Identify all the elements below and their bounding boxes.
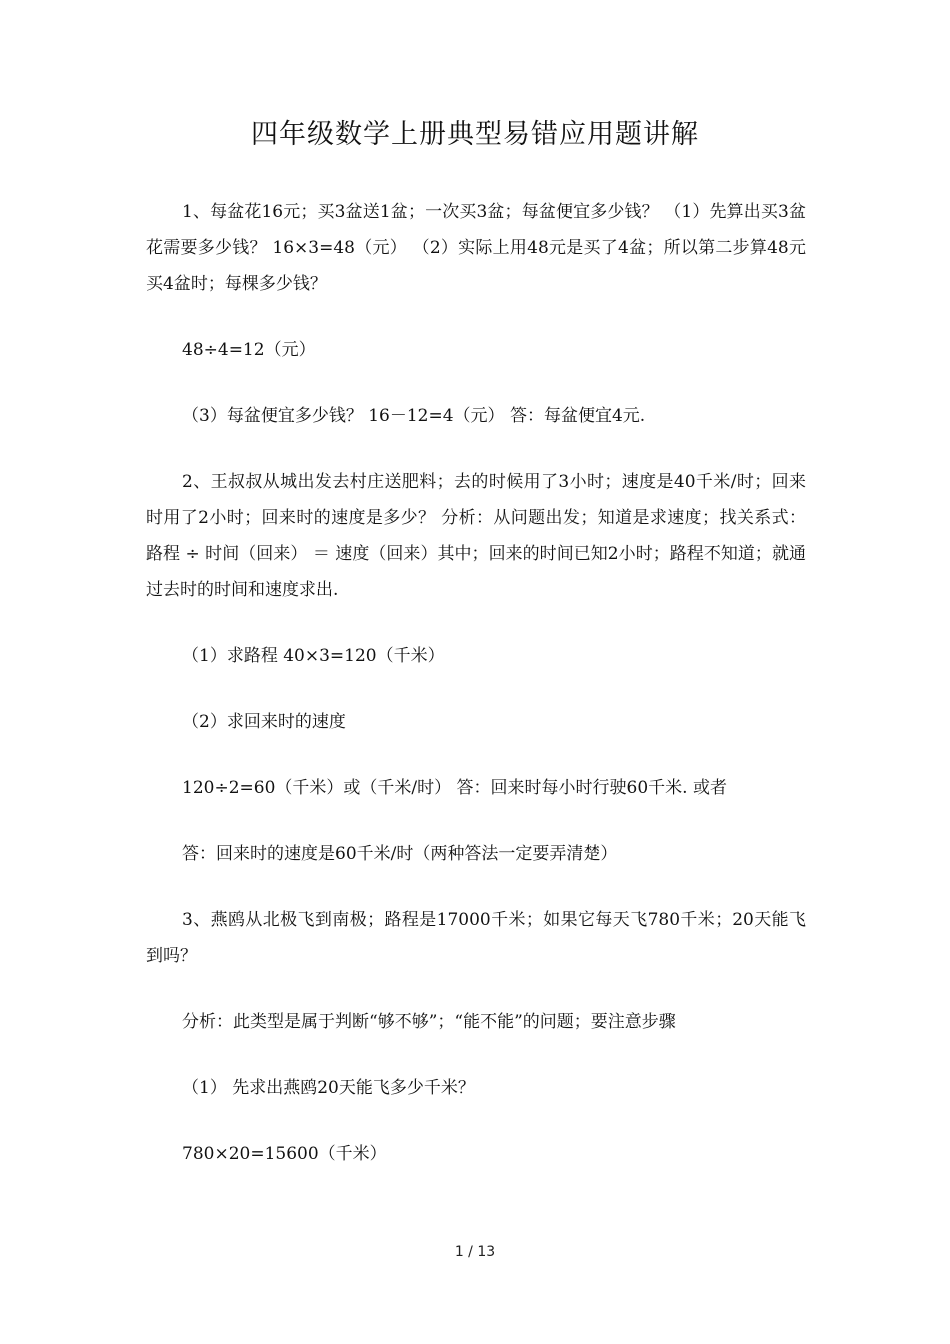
paragraph-gap (146, 872, 806, 902)
paragraph-4: 2、王叔叔从城出发去村庄送肥料；去的时候用了3小时；速度是40千米/时；回来时用了2小时；回来时的速度是多少？ 分析：从问题出发；知道是求速度；找关系式：路程 ÷ 时间（回来） ＝ 速度（回来）其中；回来的时间已知2小时；路程不知道；就通过去时的时间和速度求出. (146, 472, 806, 600)
paragraph-gap (146, 302, 806, 332)
page-number: 1 / 13 (454, 1244, 496, 1260)
document-body (146, 194, 806, 1172)
paragraph-10: 分析：此类型是属于判断“够不够”；“能不能”的问题；要注意步骤 (182, 1012, 676, 1032)
paragraph-gap (146, 674, 806, 704)
paragraph-gap (146, 740, 806, 770)
paragraph-gap (146, 368, 806, 398)
paragraph-5: （1）求路程 40×3=120（千米） (182, 646, 445, 666)
paragraph-8: 答：回来时的速度是60千米/时（两种答法一定要弄清楚） (182, 844, 618, 864)
paragraph-gap (146, 1106, 806, 1136)
paragraph-gap (146, 974, 806, 1004)
paragraph-gap (146, 1040, 806, 1070)
paragraph-gap (146, 806, 806, 836)
paragraph-11: （1） 先求出燕鸥20天能飞多少千米？ (182, 1078, 475, 1098)
paragraph-12: 780×20=15600（千米） (182, 1144, 387, 1164)
paragraph-3: （3）每盆便宜多少钱？ 16－12=4（元） 答：每盆便宜4元. (182, 406, 646, 426)
paragraph-gap (146, 434, 806, 464)
paragraph-9: 3、燕鸥从北极飞到南极；路程是17000千米；如果它每天飞780千米；20天能飞到吗？ (146, 910, 806, 966)
paragraph-gap (146, 608, 806, 638)
document-title: 四年级数学上册典型易错应用题讲解 (251, 119, 699, 150)
paragraph-2: 48÷4=12（元） (182, 340, 316, 360)
paragraph-6: （2）求回来时的速度 (182, 712, 346, 732)
paragraph-1: 1、每盆花16元；买3盆送1盆；一次买3盆；每盆便宜多少钱？ （1）先算出买3盆花需要多少钱？ 16×3=48（元） （2）实际上用48元是买了4盆；所以第二步算48元买4盆时；每棵多少钱？ (146, 202, 806, 294)
paragraph-7: 120÷2=60（千米）或（千米/时） 答：回来时每小时行驶60千米. 或者 (182, 778, 727, 798)
